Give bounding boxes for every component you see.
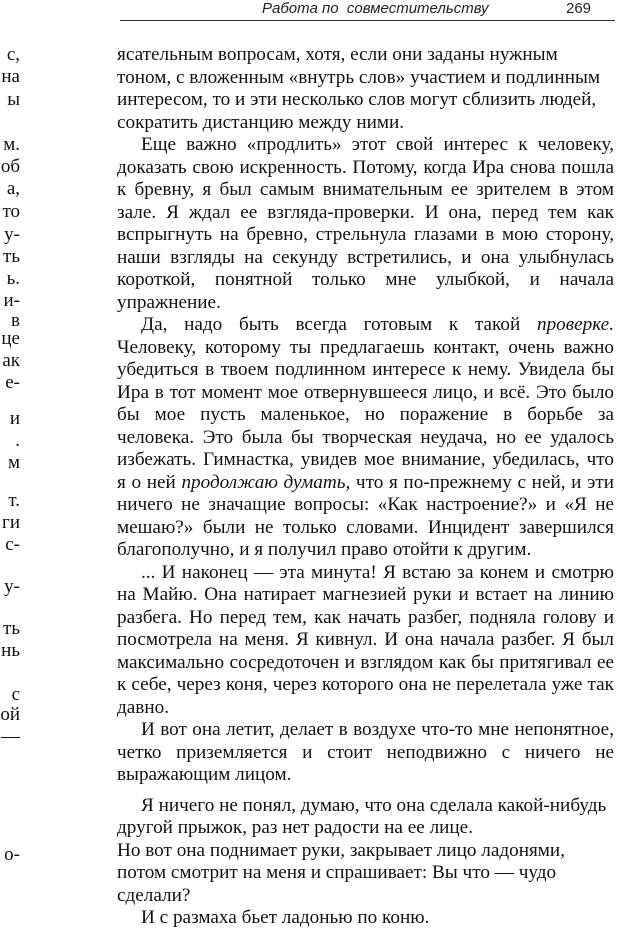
margin-fragment: т.: [8, 490, 20, 511]
page-number: 269: [566, 0, 592, 17]
margin-fragment: ть: [3, 246, 20, 267]
margin-fragment: .: [15, 430, 20, 451]
margin-fragment: це: [1, 328, 20, 349]
margin-fragment: с-: [5, 534, 20, 555]
emphasis: продолжаю думать,: [181, 471, 351, 493]
paragraph-text: Да, надо быть всегда готовым к такой: [141, 314, 537, 335]
margin-fragment: о-: [4, 844, 20, 865]
paragraph-text: Человеку, которому ты предлагаешь контакт, очень важно убедиться в твоем подлинном интересе к нему. Увидела бы Ира в тот момент мое отвернувшееся лицо, и всё. Это было бы мое пусть маленькое, но поражение в борьбе за человека. Это была бы творческая неудача, но ее удалось избежать. Гимнастка, увидев мое внимание, убедилась, что я о ней: [117, 336, 614, 493]
margin-fragment: ги: [2, 512, 20, 533]
paragraph: Еще важно «продлить» этот свой интерес к человеку, доказать свою искренность. Потому, когда Ира снова пошла к бревну, я был самым внимательным ее зрителем в этом зале. Я ждал ее взгляда-проверки. И она, перед тем как вспрыгнуть на бревно, стрельнула глазами в мою сторону, наши взгляды на секунду встретились, и она улыбнулась короткой, понятной только мне улыбкой, и начала упражнение.: [117, 134, 614, 313]
paragraph: ... И наконец — эта минута! Я встаю за конем и смотрю на Майю. Она натирает магнезией руки и встает на линию разбега. Но перед тем, как начать разбег, подняла голову и посмотрела на меня. Я кивнул. И она начала разбег. Я был максимально сосредоточен и взглядом как бы притягивал ее к себе, через коня, через которого она не перелетала уже так давно.: [117, 561, 614, 718]
margin-fragment: м.: [3, 134, 20, 155]
margin-fragment: на: [1, 66, 20, 87]
left-margin-fragments: [0, 44, 24, 867]
margin-fragment: с,: [6, 44, 20, 65]
margin-fragment: ой: [0, 704, 20, 725]
margin-fragment: ь.: [6, 268, 20, 289]
paragraph: И вот она летит, делает в воздухе что-то мне непонятное, четко приземляется и стоит неподвижно с ничего не выражающим лицом.: [117, 719, 614, 785]
margin-fragment: —: [1, 726, 20, 747]
margin-fragment: м: [7, 452, 20, 473]
running-title: Работа по совместительству: [262, 0, 489, 17]
margin-fragment: об: [0, 156, 20, 177]
margin-fragment: ы: [7, 89, 20, 110]
paragraph: И с размаха бьет ладонью по коню.: [141, 907, 430, 928]
paragraph: Я ничего не понял, думаю, что она сделала какой-нибудь другой прыжок, раз нет радости на ее лице.: [117, 794, 607, 838]
paragraph: ясательным вопросам, хотя, если они заданы нужным тоном, с вложенным «внутрь слов» участием и подлинным интересом, то и эти несколько слов могут сблизить людей, сократить дистанцию между ними.: [117, 44, 601, 133]
margin-fragment: у-: [4, 576, 20, 597]
page-body: [117, 44, 614, 930]
margin-fragment: в: [11, 310, 20, 331]
margin-fragment: е-: [5, 372, 20, 393]
margin-fragment: и-: [3, 290, 20, 311]
margin-fragment: с: [11, 684, 20, 705]
emphasis: проверке.: [536, 314, 614, 335]
paragraph: [117, 314, 614, 562]
margin-fragment: ак: [2, 350, 20, 371]
margin-fragment: а,: [6, 178, 20, 199]
margin-fragment: нь: [1, 640, 20, 661]
margin-fragment: и: [9, 408, 20, 429]
margin-fragment: у-: [4, 224, 20, 245]
margin-fragment: то: [2, 201, 20, 222]
header-rule: [120, 20, 615, 21]
page-header: [0, 0, 620, 24]
margin-fragment: ть: [3, 618, 20, 639]
paragraph-text: что я по-прежнему с ней, и эти ничего не значащие вопросы: «Как настроение?» и «Я не мешаю?» были не только словами. Инцидент завершился благополучно, и я получил право отойти к другим.: [117, 471, 614, 560]
paragraph: Но вот она поднимает руки, закрывает лицо ладонями, потом смотрит на меня и спрашивает: Вы что — чудо сделали?: [117, 839, 566, 906]
